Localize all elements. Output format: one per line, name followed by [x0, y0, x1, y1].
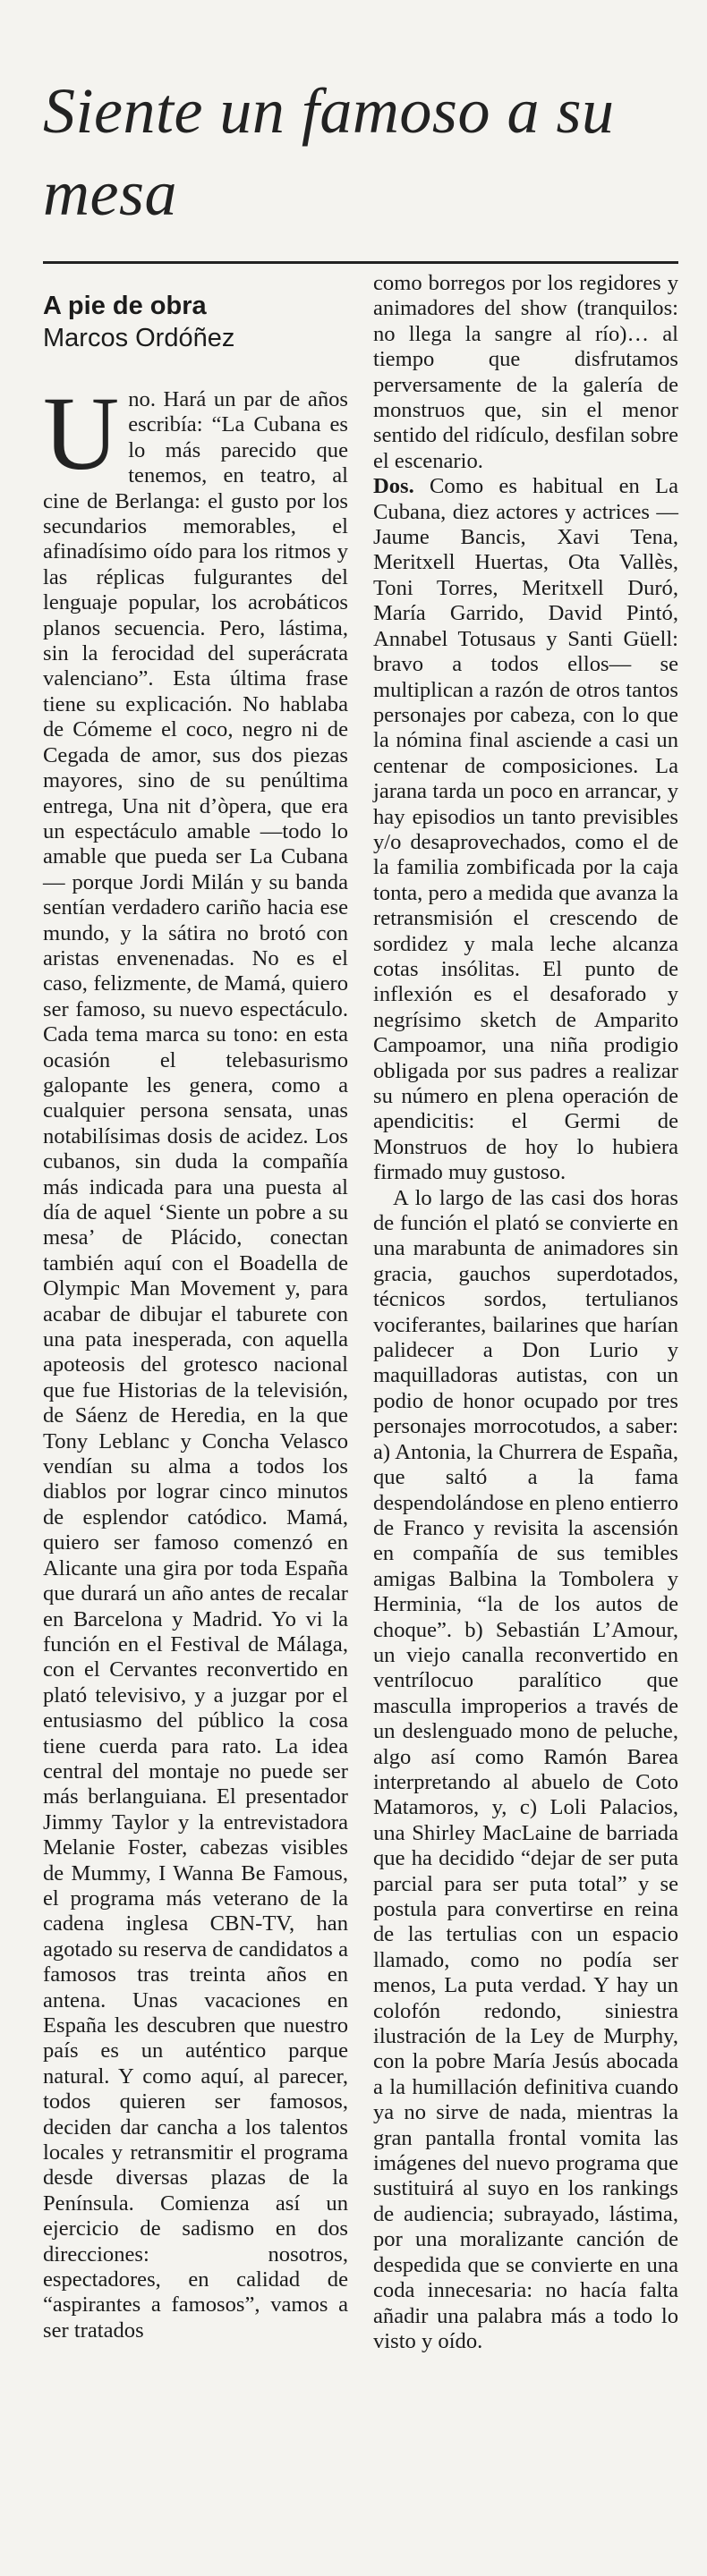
paragraph-2-text: Como es habitual en La Cubana, diez actores y actrices —Jaume Bancis, Xavi Tena, Meritxell Huertas, Ota Vallès, Toni Torres, Meritxell Duró, María Garrido, David Pintó, Annabel Totusaus y Santi Güell: bravo a todos ellos— se multiplican a razón de otros tantos personajes por cabeza, con lo que la nómina final asciende a casi un centenar de composiciones. La jarana tarda un poco en arrancar, y hay episodios un tanto previsibles y/o desaprovechados, como el de la familia zombificada por la caja tonta, pero a medida que avanza la retransmisión el crescendo de sordidez y mala leche alcanza cotas insólitas. El punto de inflexión es el desaforado y negrísimo sketch de Amparito Campoamor, una niña prodigio obligada por sus padres a realizar su número en plena operación de apendicitis: el Germi de Monstruos de hoy lo hubiera firmado muy gustoso.	[373, 474, 678, 1185]
column-left	[43, 271, 348, 2354]
paragraph-3: A lo largo de las casi dos horas de función el plató se convierte en una marabunta de animadores sin gracia, gauchos superdotados, técnicos sordos, tertulianos vociferantes, bailarines que harían palidecer a Don Lurio y maquilladoras autistas, con un podio de honor ocupado por tres personajes morrocotudos, a saber: a) Antonia, la Churrera de España, que saltó a la fama despendolándose en pleno entierro de Franco y revisita la ascensión en compañía de sus temibles amigas Balbina la Tombolera y Herminia, “la de los autos de choque”. b) Sebastián L’Amour, un viejo canalla reconvertido en ventrílocuo paralítico que masculla improperios a través de un deslenguado mono de peluche, algo así como Ramón Barea interpretando al abuelo de Coto Matamoros, y, c) Loli Palacios, una Shirley MacLaine de barriada que ha decidido “dejar de ser puta parcial para ser puta total” y se postula para convertirse en reina de las tertulias con un espacio llamado, como no podía ser menos, La puta verdad. Y hay un colofón redondo, siniestra ilustración de la Ley de Murphy, con la pobre María Jesús abocada a la humillación definitiva cuando ya no sirve de nada, mientras la gran pantalla frontal vomita las imágenes del nuevo programa que sustituirá al suyo en los rankings de audiencia; subrayado, lástima, por una moralizante canción de despedida que se convierte en una coda innecesaria: no hacía falta añadir una palabra más a todo lo visto y oído.	[373, 1185, 678, 2353]
paragraph-1-text: Hará un par de años escribía: “La Cubana es lo más parecido que tenemos, en teatro, al cine de Berlanga: el gusto por los secundarios memorables, el afinadísimo oído para los ritmos y las réplicas fulgurantes del lenguaje popular, los acrobáticos planos secuencia. Pero, lástima, sin la ferocidad del superácrata valenciano”. Esta última frase tiene su explicación. No hablaba de Cómeme el coco, negro ni de Cegada de amor, sus dos piezas mayores, sino de su penúltima entrega, Una nit d’òpera, que era un espectáculo amable —todo lo amable que pueda ser La Cubana— porque Jordi Milán y su banda sentían verdadero cariño hacia ese mundo, y la sátira no brotó con aristas envenenadas. No es el caso, felizmente, de Mamá, quiero ser famoso, su nuevo espectáculo. Cada tema marca su tono: en esta ocasión el telebasurismo galopante les genera, como a cualquier persona sensata, unas notabilísimas dosis de acidez. Los cubanos, sin duda la compañía más indicada para una puesta al día de aquel ‘Siente un pobre a su mesa’ de Plácido, conectan también aquí con el Boadella de Olympic Man Movement y, para acabar de dibujar el taburete con una pata inesperada, con aquella apoteosis del grotesco nacional que fue Historias de la televisión, de Sáenz de Heredia, en la que Tony Leblanc y Concha Velasco vendían su alma a todos los diablos por lograr cinco minutos de esplendor catódico. Mamá, quiero ser famoso comenzó en Alicante una gira por toda España que durará un año antes de recalar en Barcelona y Madrid. Yo vi la función en el Festival de Málaga, con el Cervantes reconvertido en plató televisivo, y a juzgar por el entusiasmo del público la cosa tiene cuerda para rato. La idea central del montaje no puede ser más berlanguiana. El presentador Jimmy Taylor y la entrevistadora Melanie Foster, cabezas visibles de Mummy, I Wanna Be Famous, el programa más veterano de la cadena inglesa CBN-TV, han agotado su reserva de candidatos a famosos tras treinta años en antena. Unas vacaciones en España les descubren que nuestro país es un auténtico parque natural. Y como aquí, al parecer, todos quieren ser famosos, deciden dar cancha a los talentos locales y retransmitir el programa desde diversas plazas de la Península. Comienza así un ejercicio de sadismo en dos direcciones: nosotros, espectadores, en calidad de “aspirantes a famosos”, vamos a ser tratados	[43, 387, 348, 2343]
article-title: Siente un famoso a su mesa	[43, 75, 615, 229]
title-rule	[43, 261, 678, 264]
author-name: Marcos Ordóñez	[43, 324, 235, 352]
lead-word: no.	[128, 387, 156, 411]
paragraph-2	[373, 474, 678, 1185]
paragraph-2-lead: Dos.	[373, 474, 414, 499]
section-label: A pie de obra	[43, 292, 207, 320]
column-right	[373, 271, 678, 2354]
article-body	[43, 271, 678, 2354]
paragraph-continued: como borregos por los regidores y animadores del show (tranquilos: no llega la sangre al río)… al tiempo que disfrutamos perversamente de la galería de monstruos que, sin el menor sentido del ridículo, desfilan sobre el escenario.	[373, 271, 678, 473]
drop-cap: U	[43, 375, 120, 492]
paragraph-1	[43, 375, 348, 2343]
